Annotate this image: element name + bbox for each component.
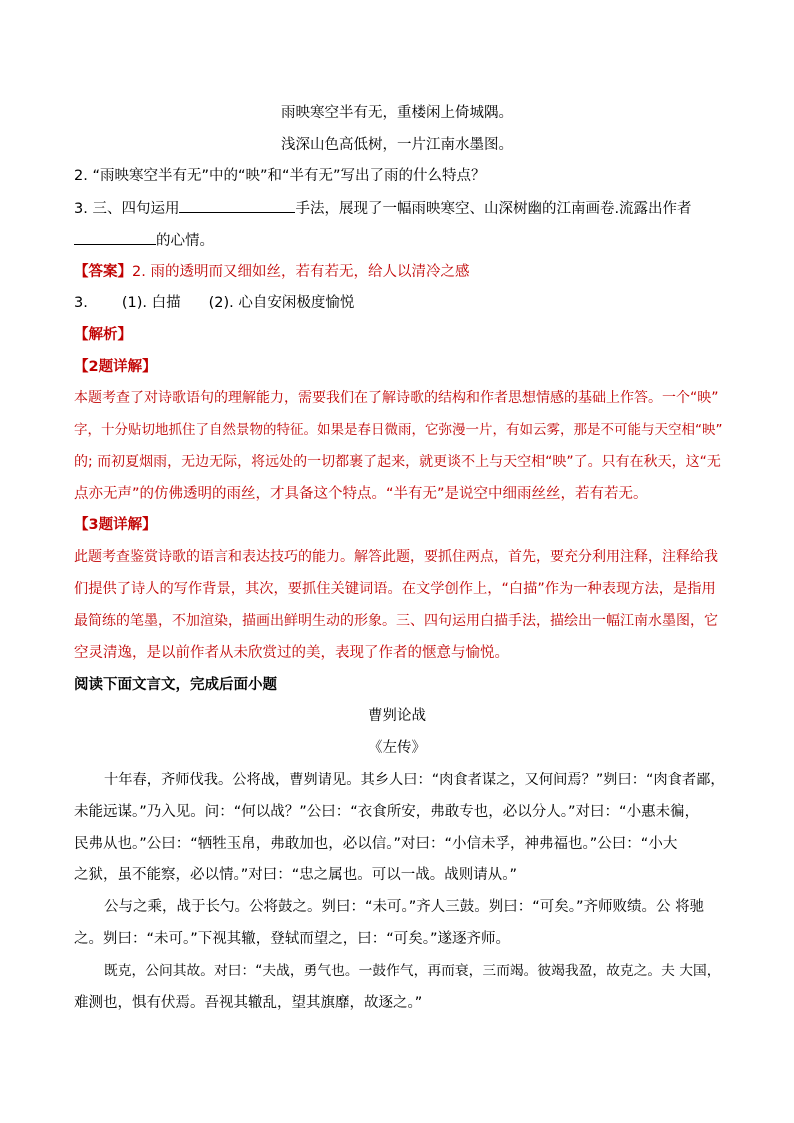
question-3	[74, 198, 726, 219]
question-2: 2. “雨映寒空半有无”中的“映”和“半有无”写出了雨的什么特点？	[74, 168, 486, 184]
poem-line-2: 浅深山色高低树，一片江南水墨图。	[281, 137, 513, 153]
answer-blank-1	[179, 198, 295, 213]
detail-2-line: 本题考查了对诗歌语句的理解能力，需要我们在了解诗歌的结构和作者思想情感的基础上作答。一个“映”	[74, 390, 719, 406]
answer-q3-a: (1). 白描	[121, 295, 181, 311]
detail-3-line: 们提供了诗人的写作背景，其次，要抓住关键词语。在文学创作上，“白描”作为一种表现方法，是指用	[74, 581, 716, 597]
answer-blank-2	[74, 230, 156, 245]
detail-3-label: 【3题详解】	[74, 517, 157, 533]
essay-title: 曹刿论战	[368, 708, 426, 724]
essay-line: 既克，公问其故。对曰：“夫战，勇气也。一鼓作气，再而衰，三而竭。彼竭我盈，故克之。夫 大国，	[104, 963, 721, 979]
question-3-part1: 3. 三、四句运用	[74, 201, 180, 217]
detail-2-line: 的; 而初夏烟雨，无边无际，将远处的一切都裹了起来，就更谈不上与天空相“映”了。只有在秋天，这“无	[74, 454, 721, 470]
essay-source: 《左传》	[368, 740, 426, 756]
detail-3-line: 最简练的笔墨，不加渲染，描画出鲜明生动的形象。三、四句运用白描手法，描绘出一幅江南水墨图，它	[74, 613, 718, 629]
essay-line: 十年春，齐师伐我。公将战，曹刿请见。其乡人曰：“肉食者谋之，又何间焉？”刿曰：“肉食者鄙，	[104, 772, 725, 788]
analysis-label: 【解析】	[74, 327, 132, 343]
question-3-cont	[74, 230, 726, 251]
detail-2-label: 【2题详解】	[74, 359, 157, 375]
answer-q3-number: 3.	[74, 295, 88, 311]
essay-line: 未能远谋。”乃入见。问：“何以战？”公曰：“衣食所安，弗敢专也，必以分人。”对曰：“小惠未徧，	[74, 804, 700, 820]
answer-label: 【答案】	[74, 264, 132, 280]
detail-3-line: 此题考查鉴赏诗歌的语言和表达技巧的能力。解答此题，要抓住两点，首先，要充分利用注释，注释给我	[74, 549, 718, 565]
detail-2-line: 字，十分贴切地抓住了自然景物的特征。如果是春日微雨，它弥漫一片，有如云雾，那是不可能与天空相“映”	[74, 422, 723, 438]
answer-line	[74, 262, 726, 282]
reading-instruction: 阅读下面文言文，完成后面小题	[74, 677, 277, 693]
detail-3-line: 空灵清逸，是以前作者从未欣赏过的美，表现了作者的惬意与愉悦。	[74, 645, 509, 661]
essay-line: 公与之乘，战于长勺。公将鼓之。刿曰：“未可。”齐人三鼓。刿曰：“可矣。”齐师败绩。公 将驰	[104, 899, 705, 915]
question-3-part3: 的心情。	[156, 233, 214, 249]
poem-line-1: 雨映寒空半有无，重楼闲上倚城隅。	[281, 105, 513, 121]
essay-line: 之狱，虽不能察，必以情。”对曰：“忠之属也。可以一战。战则请从。”	[74, 867, 518, 883]
answer-text: 2. 雨的透明而又细如丝，若有若无，给人以清冷之感	[132, 264, 470, 280]
essay-line: 难测也，惧有伏焉。吾视其辙乱，望其旗靡，故逐之。”	[74, 995, 423, 1011]
answer-q3-b: (2). 心自安闲极度愉悦	[208, 295, 355, 311]
detail-2-line: 点亦无声”的仿佛透明的雨丝，才具备这个特点。“半有无”是说空中细雨丝丝，若有若无。	[74, 486, 648, 502]
essay-line: 民弗从也。”公曰：“牺牲玉帛，弗敢加也，必以信。”对曰：“小信未孚，神弗福也。”公曰：“小大	[74, 836, 678, 852]
question-3-part2: 手法，展现了一幅雨映寒空、山深树幽的江南画卷.流露出作者	[295, 201, 692, 217]
answer-line-3	[74, 293, 726, 313]
essay-line: 之。刿曰：“未可。”下视其辙，登轼而望之，曰：“可矣。”遂逐齐师。	[74, 931, 511, 947]
